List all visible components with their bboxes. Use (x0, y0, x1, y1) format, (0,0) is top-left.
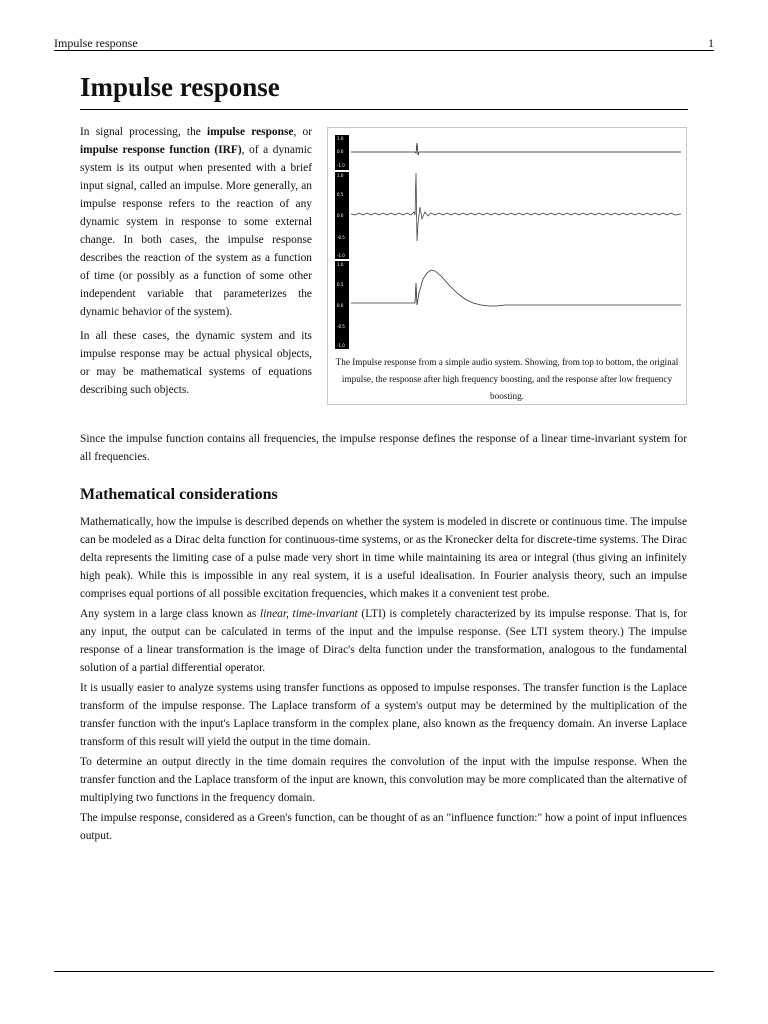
tick-label: 0.0 (337, 303, 344, 308)
intro-paragraph-3: Since the impulse function contains all frequencies, the impulse response defines the response of a linear time-invariant system for all frequencies. (80, 433, 687, 463)
section-paragraph-3: It is usually easier to analyze systems using transfer functions as opposed to impulse responses. The transfer function is the Laplace transform of the impulse response. The Laplace transform of a system's output may be determined by the multiplication of the transfer function with the input's Laplace transform in the complex plane, also known as the frequency domain. An inverse Laplace transform of this result will yield the output in the time domain. (80, 682, 687, 748)
trace-high-frequency-boost (351, 173, 681, 241)
term-impulse-response: impulse response (207, 126, 294, 138)
title-rule (80, 109, 688, 110)
tick-label: 0.0 (337, 213, 344, 218)
section-paragraph-1: Mathematically, how the impulse is described depends on whether the system is modeled in discrete or continuous time. The impulse can be modeled as a Dirac delta function for continuous-time systems, or as the Kronecker delta for discrete-time systems. The Dirac delta represents the limiting case of a pulse made very short in time while maintaining its area or integral (thus giving an infinitely high peak). While this is impossible in any real system, it is a useful idealisation. In Fourier analysis theory, such an impulse comprises equal portions of all possible excitation frequencies, which makes it a convenient test probe. (80, 516, 687, 600)
figure-caption: The Impulse response from a simple audio system. Showing, from top to bottom, the original impulse, the response after high frequency boosting, and the response after low frequency boosting. (335, 357, 679, 401)
trace-original-impulse (351, 143, 681, 155)
tick-label: -1.0 (337, 163, 345, 168)
section-paragraph-2: Any system in a large class known as linear, time-invariant (LTI) is completely characterized by its impulse response. That is, for any input, the output can be calculated in terms of the input and the impulse response. (See LTI system theory.) The impulse response of a linear transformation is the image of Dirac's delta function under the transformation, analogous to the fundamental solution of a partial differential operator. (80, 608, 687, 674)
tick-label: -0.5 (337, 235, 345, 240)
waveform-plots (335, 133, 681, 351)
tick-label: 1.0 (337, 136, 344, 141)
tick-label: 0.0 (337, 149, 344, 154)
intro-paragraph-2: In all these cases, the dynamic system and its impulse response may be actual physical objects, or may be mathematical systems of equations describing such objects. (80, 330, 312, 396)
section-body (80, 513, 687, 845)
tick-label: 1.0 (337, 173, 344, 178)
tick-label: -1.0 (337, 253, 345, 258)
running-header (54, 36, 714, 51)
tick-label: 1.0 (337, 262, 344, 267)
term-irf: impulse response function (IRF) (80, 144, 242, 156)
section-heading-mathematical-considerations: Mathematical considerations (80, 486, 278, 503)
section-paragraph-5: The impulse response, considered as a Green's function, can be thought of as an "influence function:" how a point of input influences output. (80, 812, 687, 842)
trace-low-frequency-boost (351, 270, 681, 306)
section-paragraph-4: To determine an output directly in the time domain requires the convolution of the input with the impulse response. When the transfer function and the Laplace transform of the input are known, this convolution may be more complicated than the alternative of multiplying two functions in the frequency domain. (80, 756, 687, 804)
tick-label: -0.5 (337, 324, 345, 329)
page-title: Impulse response (80, 72, 280, 102)
header-title: Impulse response (54, 36, 138, 50)
term-lti: linear, time-invariant (260, 608, 358, 620)
page-number: 1 (708, 36, 714, 50)
footer-rule (54, 971, 714, 972)
impulse-response-figure (327, 127, 687, 405)
tick-label: 0.5 (337, 192, 344, 197)
intro-paragraph-1: In signal processing, the impulse response, or impulse response function (IRF), of a dynamic system is its output when presented with a brief input signal, called an impulse. More generally, an impulse response refers to the reaction of any dynamic system in response to some external change. In both cases, the impulse response describes the reaction of the system as a function of time (or possibly as a function of some other independent variable that parameterizes the dynamic behavior of the system). (80, 126, 312, 318)
tick-label: 0.5 (337, 282, 344, 287)
intro-column (80, 123, 312, 399)
tick-label: -1.0 (337, 343, 345, 348)
